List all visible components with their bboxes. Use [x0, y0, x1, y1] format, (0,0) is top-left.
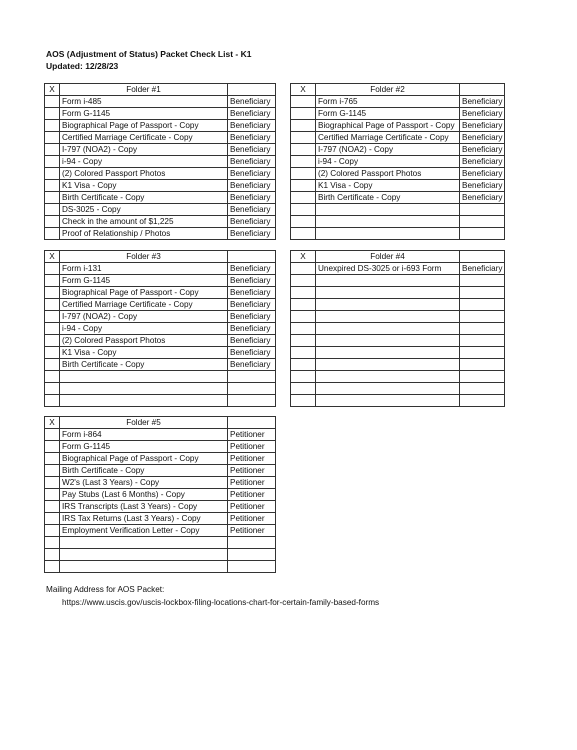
check-cell[interactable] — [45, 513, 60, 525]
check-cell[interactable] — [291, 216, 316, 228]
document-item — [316, 228, 460, 240]
check-cell[interactable] — [45, 287, 60, 299]
check-cell[interactable] — [291, 132, 316, 144]
document-owner — [460, 299, 505, 311]
document-owner: Beneficiary — [228, 275, 276, 287]
document-item — [316, 323, 460, 335]
document-item: Form i-864 — [60, 429, 228, 441]
owner-column-header — [460, 251, 505, 263]
document-owner: Beneficiary — [228, 299, 276, 311]
document-owner: Beneficiary — [460, 192, 505, 204]
check-cell[interactable] — [45, 168, 60, 180]
document-item: Birth Certificate - Copy — [60, 359, 228, 371]
folder-header-row — [45, 84, 276, 96]
check-cell[interactable] — [291, 383, 316, 395]
checklist-row — [45, 477, 276, 489]
check-column-header: X — [45, 417, 60, 429]
checklist-row — [45, 347, 276, 359]
checklist-row — [291, 168, 505, 180]
check-cell[interactable] — [291, 180, 316, 192]
folder-header-row — [45, 251, 276, 263]
document-owner: Beneficiary — [228, 108, 276, 120]
document-item: Form G-1145 — [316, 108, 460, 120]
document-owner: Petitioner — [228, 429, 276, 441]
checklist-row — [45, 216, 276, 228]
document-item: Employment Verification Letter - Copy — [60, 525, 228, 537]
document-owner — [460, 323, 505, 335]
document-owner: Beneficiary — [228, 323, 276, 335]
check-cell[interactable] — [291, 275, 316, 287]
document-item: Biographical Page of Passport - Copy — [316, 120, 460, 132]
check-cell[interactable] — [45, 561, 60, 573]
check-cell[interactable] — [291, 168, 316, 180]
document-owner — [228, 371, 276, 383]
checklist-row — [291, 359, 505, 371]
checklist-row — [291, 144, 505, 156]
document-owner: Beneficiary — [460, 180, 505, 192]
document-owner — [460, 311, 505, 323]
folder-3-table — [44, 250, 276, 407]
check-cell[interactable] — [45, 323, 60, 335]
checklist-row — [45, 525, 276, 537]
document-owner: Beneficiary — [228, 156, 276, 168]
check-column-header: X — [291, 251, 316, 263]
document-owner: Beneficiary — [228, 263, 276, 275]
check-cell[interactable] — [45, 216, 60, 228]
check-cell[interactable] — [291, 120, 316, 132]
document-item — [60, 561, 228, 573]
mailing-url[interactable]: https://www.uscis.gov/uscis-lockbox-filing-locations-chart-for-certain-family-based-forms — [62, 598, 380, 607]
document-item — [60, 549, 228, 561]
checklist-row — [45, 453, 276, 465]
check-cell[interactable] — [45, 383, 60, 395]
check-column-header: X — [291, 84, 316, 96]
check-column-header: X — [45, 251, 60, 263]
document-item — [316, 216, 460, 228]
document-item: Form i-131 — [60, 263, 228, 275]
folder-header-row — [291, 84, 505, 96]
check-cell[interactable] — [45, 275, 60, 287]
checklist-row — [291, 108, 505, 120]
document-owner — [228, 549, 276, 561]
check-cell[interactable] — [45, 204, 60, 216]
document-item: I-797 (NOA2) - Copy — [316, 144, 460, 156]
document-owner: Beneficiary — [460, 263, 505, 275]
checklist-row — [291, 347, 505, 359]
document-owner: Beneficiary — [228, 287, 276, 299]
check-cell[interactable] — [291, 96, 316, 108]
check-cell[interactable] — [45, 371, 60, 383]
checklist-row — [45, 156, 276, 168]
checklist-row — [45, 192, 276, 204]
document-owner: Beneficiary — [228, 204, 276, 216]
checklist-row — [45, 108, 276, 120]
document-owner: Petitioner — [228, 501, 276, 513]
document-owner: Petitioner — [228, 489, 276, 501]
document-item: i-94 - Copy — [60, 323, 228, 335]
check-cell[interactable] — [291, 228, 316, 240]
checklist-row — [45, 549, 276, 561]
check-cell[interactable] — [45, 489, 60, 501]
document-owner: Petitioner — [228, 513, 276, 525]
check-cell[interactable] — [291, 144, 316, 156]
check-cell[interactable] — [45, 263, 60, 275]
document-owner: Beneficiary — [460, 96, 505, 108]
check-cell[interactable] — [45, 347, 60, 359]
folder-title: Folder #1 — [60, 84, 228, 96]
document-owner: Beneficiary — [460, 108, 505, 120]
check-column-header: X — [45, 84, 60, 96]
checklist-row — [45, 359, 276, 371]
document-owner: Beneficiary — [228, 359, 276, 371]
check-cell[interactable] — [45, 549, 60, 561]
document-owner — [460, 395, 505, 407]
document-item: Birth Certificate - Copy — [316, 192, 460, 204]
check-cell[interactable] — [45, 525, 60, 537]
document-item: Form G-1145 — [60, 275, 228, 287]
checklist-row — [45, 311, 276, 323]
check-cell[interactable] — [45, 441, 60, 453]
checklist-row — [45, 441, 276, 453]
checklist-row — [291, 383, 505, 395]
document-owner — [460, 359, 505, 371]
owner-column-header — [460, 84, 505, 96]
document-owner — [460, 216, 505, 228]
checklist-row — [291, 299, 505, 311]
document-item: Biographical Page of Passport - Copy — [60, 120, 228, 132]
checklist-row — [45, 299, 276, 311]
document-item — [316, 371, 460, 383]
document-owner — [460, 287, 505, 299]
check-cell[interactable] — [291, 371, 316, 383]
check-cell[interactable] — [45, 311, 60, 323]
check-cell[interactable] — [291, 287, 316, 299]
folder-title: Folder #5 — [60, 417, 228, 429]
document-item — [316, 335, 460, 347]
checklist-row — [45, 168, 276, 180]
check-cell[interactable] — [291, 192, 316, 204]
checklist-row — [291, 180, 505, 192]
checklist-row — [45, 120, 276, 132]
document-owner — [460, 204, 505, 216]
document-item — [316, 204, 460, 216]
document-item: Form G-1145 — [60, 441, 228, 453]
document-item — [316, 299, 460, 311]
check-cell[interactable] — [291, 335, 316, 347]
check-cell[interactable] — [291, 263, 316, 275]
check-cell[interactable] — [291, 311, 316, 323]
checklist-row — [45, 465, 276, 477]
check-cell[interactable] — [45, 96, 60, 108]
document-item: IRS Tax Returns (Last 3 Years) - Copy — [60, 513, 228, 525]
document-item — [60, 395, 228, 407]
document-owner: Beneficiary — [460, 156, 505, 168]
check-cell[interactable] — [45, 395, 60, 407]
document-item — [316, 347, 460, 359]
check-cell[interactable] — [45, 156, 60, 168]
document-owner: Beneficiary — [228, 192, 276, 204]
document-owner: Beneficiary — [228, 347, 276, 359]
check-cell[interactable] — [45, 180, 60, 192]
checklist-row — [45, 429, 276, 441]
checklist-row — [45, 263, 276, 275]
check-cell[interactable] — [291, 323, 316, 335]
checklist-row — [45, 287, 276, 299]
document-item: K1 Visa - Copy — [60, 180, 228, 192]
document-item: i-94 - Copy — [316, 156, 460, 168]
document-owner: Petitioner — [228, 441, 276, 453]
folder-title: Folder #3 — [60, 251, 228, 263]
checklist-row — [45, 275, 276, 287]
check-cell[interactable] — [45, 132, 60, 144]
checklist-row — [45, 335, 276, 347]
document-owner — [460, 228, 505, 240]
document-item: (2) Colored Passport Photos — [60, 335, 228, 347]
document-item: Birth Certificate - Copy — [60, 192, 228, 204]
checklist-row — [291, 311, 505, 323]
owner-column-header — [228, 251, 276, 263]
document-item: Check in the amount of $1,225 — [60, 216, 228, 228]
checklist-row — [291, 323, 505, 335]
folder-title: Folder #4 — [316, 251, 460, 263]
document-owner: Beneficiary — [228, 168, 276, 180]
document-owner: Beneficiary — [460, 132, 505, 144]
checklist-row — [291, 263, 505, 275]
checklist-row — [45, 371, 276, 383]
document-item — [316, 395, 460, 407]
document-owner — [460, 371, 505, 383]
document-item — [316, 359, 460, 371]
folder-title: Folder #2 — [316, 84, 460, 96]
checklist-row — [45, 561, 276, 573]
document-owner: Beneficiary — [228, 311, 276, 323]
checklist-row — [45, 132, 276, 144]
checklist-row — [291, 395, 505, 407]
check-cell[interactable] — [291, 108, 316, 120]
check-cell[interactable] — [45, 453, 60, 465]
check-cell[interactable] — [45, 465, 60, 477]
document-owner — [228, 395, 276, 407]
checklist-row — [291, 204, 505, 216]
folder-header-row — [45, 417, 276, 429]
checklist-row — [45, 96, 276, 108]
checklist-row — [291, 228, 505, 240]
owner-column-header — [228, 417, 276, 429]
document-owner: Petitioner — [228, 477, 276, 489]
checklist-row — [45, 323, 276, 335]
checklist-row — [291, 132, 505, 144]
check-cell[interactable] — [45, 192, 60, 204]
check-cell[interactable] — [45, 120, 60, 132]
document-item: K1 Visa - Copy — [60, 347, 228, 359]
document-item: Proof of Relationship / Photos — [60, 228, 228, 240]
document-item: (2) Colored Passport Photos — [60, 168, 228, 180]
check-cell[interactable] — [291, 395, 316, 407]
document-item: Biographical Page of Passport - Copy — [60, 453, 228, 465]
owner-column-header — [228, 84, 276, 96]
folder-1-table — [44, 83, 276, 240]
document-item: Certified Marriage Certificate - Copy — [316, 132, 460, 144]
document-item: W2's (Last 3 Years) - Copy — [60, 477, 228, 489]
document-item: I-797 (NOA2) - Copy — [60, 144, 228, 156]
updated-date: Updated: 12/28/23 — [46, 61, 119, 71]
document-item: i-94 - Copy — [60, 156, 228, 168]
check-cell[interactable] — [45, 228, 60, 240]
checklist-row — [45, 383, 276, 395]
document-owner: Beneficiary — [228, 180, 276, 192]
document-item — [316, 287, 460, 299]
checklist-row — [45, 513, 276, 525]
document-owner: Beneficiary — [460, 120, 505, 132]
check-cell[interactable] — [291, 204, 316, 216]
document-item: IRS Transcripts (Last 3 Years) - Copy — [60, 501, 228, 513]
checklist-row — [45, 501, 276, 513]
check-cell[interactable] — [45, 477, 60, 489]
document-item — [60, 537, 228, 549]
checklist-row — [291, 287, 505, 299]
document-owner — [460, 347, 505, 359]
document-item — [60, 371, 228, 383]
check-cell[interactable] — [45, 537, 60, 549]
document-owner: Beneficiary — [228, 216, 276, 228]
document-owner — [460, 275, 505, 287]
check-cell[interactable] — [291, 347, 316, 359]
checklist-row — [45, 537, 276, 549]
check-cell[interactable] — [45, 335, 60, 347]
checklist-row — [291, 120, 505, 132]
check-cell[interactable] — [291, 359, 316, 371]
checklist-row — [45, 489, 276, 501]
check-cell[interactable] — [45, 429, 60, 441]
document-owner: Beneficiary — [228, 335, 276, 347]
document-item: Birth Certificate - Copy — [60, 465, 228, 477]
document-owner: Beneficiary — [460, 144, 505, 156]
document-owner: Petitioner — [228, 453, 276, 465]
document-item: (2) Colored Passport Photos — [316, 168, 460, 180]
document-item: I-797 (NOA2) - Copy — [60, 311, 228, 323]
check-cell[interactable] — [45, 299, 60, 311]
checklist-row — [291, 96, 505, 108]
checklist-row — [45, 204, 276, 216]
check-cell[interactable] — [291, 156, 316, 168]
folder-4-table — [290, 250, 505, 407]
document-item: K1 Visa - Copy — [316, 180, 460, 192]
checklist-row — [45, 395, 276, 407]
document-owner: Beneficiary — [228, 228, 276, 240]
document-item — [316, 383, 460, 395]
checklist-row — [291, 275, 505, 287]
check-cell[interactable] — [45, 501, 60, 513]
page-title: AOS (Adjustment of Status) Packet Check List - K1 — [46, 49, 252, 59]
document-item: Biographical Page of Passport - Copy — [60, 287, 228, 299]
document-item: Form G-1145 — [60, 108, 228, 120]
check-cell[interactable] — [45, 359, 60, 371]
checklist-row — [291, 216, 505, 228]
document-item — [60, 383, 228, 395]
mailing-label: Mailing Address for AOS Packet: — [46, 585, 165, 594]
checklist-row — [291, 335, 505, 347]
document-owner: Petitioner — [228, 525, 276, 537]
document-item: Form i-765 — [316, 96, 460, 108]
checklist-row — [291, 192, 505, 204]
document-owner: Beneficiary — [228, 96, 276, 108]
document-owner: Beneficiary — [228, 120, 276, 132]
document-owner: Petitioner — [228, 465, 276, 477]
document-owner: Beneficiary — [228, 132, 276, 144]
check-cell[interactable] — [45, 108, 60, 120]
check-cell[interactable] — [45, 144, 60, 156]
checklist-row — [45, 180, 276, 192]
checklist-row — [291, 371, 505, 383]
document-owner — [228, 561, 276, 573]
folder-header-row — [291, 251, 505, 263]
document-item — [316, 275, 460, 287]
document-item — [316, 311, 460, 323]
document-owner: Beneficiary — [228, 144, 276, 156]
document-item: Unexpired DS-3025 or i-693 Form — [316, 263, 460, 275]
document-item: Certified Marriage Certificate - Copy — [60, 299, 228, 311]
document-item: Form i-485 — [60, 96, 228, 108]
document-item: Certified Marriage Certificate - Copy — [60, 132, 228, 144]
folder-5-table — [44, 416, 276, 573]
checklist-row — [291, 156, 505, 168]
document-item: Pay Stubs (Last 6 Months) - Copy — [60, 489, 228, 501]
checklist-row — [45, 228, 276, 240]
document-owner — [228, 383, 276, 395]
document-owner — [460, 383, 505, 395]
document-owner — [460, 335, 505, 347]
checklist-row — [45, 144, 276, 156]
folder-2-table — [290, 83, 505, 240]
document-owner — [228, 537, 276, 549]
document-owner: Beneficiary — [460, 168, 505, 180]
document-item: DS-3025 - Copy — [60, 204, 228, 216]
check-cell[interactable] — [291, 299, 316, 311]
